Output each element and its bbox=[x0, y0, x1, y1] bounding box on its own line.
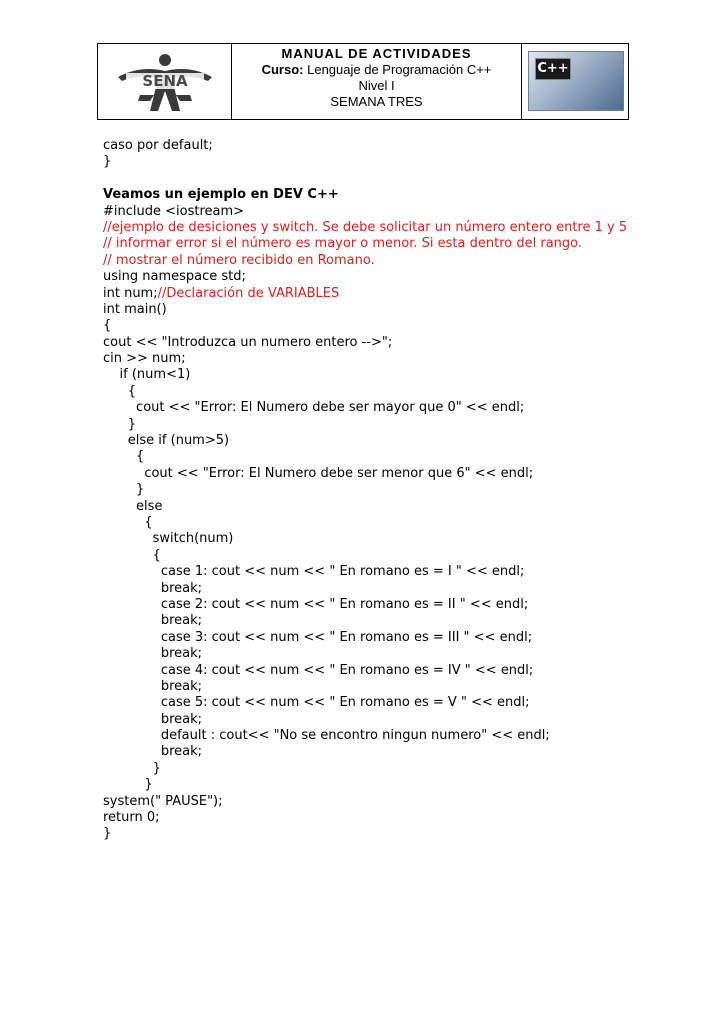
code-line bbox=[103, 515, 703, 531]
code-line-text: break; bbox=[103, 613, 203, 629]
code-listing bbox=[103, 138, 703, 843]
code-line-text: if (num<1) bbox=[103, 367, 191, 383]
code-line-text: int num; bbox=[103, 285, 158, 301]
code-line bbox=[103, 400, 703, 416]
code-line-text: #include <iostream> bbox=[103, 203, 245, 219]
code-line bbox=[103, 499, 703, 515]
code-line bbox=[103, 318, 703, 334]
code-line bbox=[103, 794, 703, 810]
code-line-text: // informar error si el número es mayor o menor. Si esta dentro del rango. bbox=[103, 236, 583, 252]
course-label: Curso: bbox=[261, 62, 304, 77]
code-line bbox=[103, 220, 703, 236]
code-line-text: case 5: cout << num << " En romano es = V " << endl; bbox=[103, 695, 530, 711]
code-line bbox=[103, 712, 703, 728]
code-line bbox=[103, 384, 703, 400]
code-line bbox=[103, 236, 703, 252]
code-line-text: } bbox=[103, 760, 161, 776]
code-line bbox=[103, 466, 703, 482]
code-line-text: //ejemplo de desiciones y switch. Se debe solicitar un número entero entre 1 y 5 bbox=[103, 219, 628, 235]
code-line-text: switch(num) bbox=[103, 531, 234, 547]
document-header bbox=[97, 43, 629, 120]
code-line-text: else bbox=[103, 498, 163, 514]
code-line-text: break; bbox=[103, 711, 203, 727]
code-line bbox=[103, 138, 703, 154]
code-line-text: case 4: cout << num << " En romano es = IV " << endl; bbox=[103, 662, 534, 678]
code-line-text: { bbox=[103, 449, 145, 465]
code-line-text: case 2: cout << num << " En romano es = II " << endl; bbox=[103, 596, 529, 612]
code-line bbox=[103, 597, 703, 613]
sena-logo bbox=[110, 51, 220, 113]
cpp-image bbox=[528, 51, 624, 111]
code-line-text: caso por default; bbox=[103, 138, 213, 153]
code-line bbox=[103, 482, 703, 498]
code-line bbox=[103, 417, 703, 433]
code-line-text: // mostrar el número recibido en Romano. bbox=[103, 252, 375, 268]
code-line bbox=[103, 695, 703, 711]
code-line bbox=[103, 335, 703, 351]
code-line-text: { bbox=[103, 547, 161, 563]
code-line bbox=[103, 187, 703, 203]
code-line bbox=[103, 581, 703, 597]
code-line-text: return 0; bbox=[103, 810, 160, 826]
code-line-text: cout << "Introduzca un numero entero -->"; bbox=[103, 334, 393, 350]
code-line-text: Veamos un ejemplo en DEV C++ bbox=[103, 187, 339, 203]
code-line-text: cin >> num; bbox=[103, 351, 186, 367]
code-line bbox=[103, 286, 703, 302]
code-line-text: } bbox=[103, 826, 112, 842]
code-line bbox=[103, 810, 703, 826]
title-cell bbox=[232, 44, 522, 119]
code-line bbox=[103, 564, 703, 580]
code-line bbox=[103, 777, 703, 793]
code-line-text: } bbox=[103, 416, 137, 432]
code-line bbox=[103, 646, 703, 662]
code-line bbox=[103, 171, 703, 187]
code-line bbox=[103, 367, 703, 383]
code-line-text: case 3: cout << num << " En romano es = III " << endl; bbox=[103, 629, 533, 645]
code-line-text: break; bbox=[103, 678, 203, 694]
code-line-text: { bbox=[103, 383, 137, 399]
code-line-text: } bbox=[103, 154, 112, 170]
code-line bbox=[103, 154, 703, 170]
code-line-text: else if (num>5) bbox=[103, 433, 230, 449]
code-line bbox=[103, 679, 703, 695]
code-line bbox=[103, 613, 703, 629]
manual-title: MANUAL DE ACTIVIDADES bbox=[281, 46, 472, 61]
course-name: Lenguaje de Programación C++ bbox=[307, 62, 492, 77]
code-line bbox=[103, 302, 703, 318]
code-line bbox=[103, 449, 703, 465]
week-text: SEMANA TRES bbox=[330, 94, 423, 109]
code-line bbox=[103, 663, 703, 679]
code-line bbox=[103, 826, 703, 842]
logo-cell bbox=[98, 44, 232, 119]
code-line-text: system(" PAUSE"); bbox=[103, 793, 223, 809]
code-line bbox=[103, 761, 703, 777]
code-line-text: break; bbox=[103, 744, 203, 760]
code-line-text: default : cout<< "No se encontro ningun numero" << endl; bbox=[103, 728, 550, 744]
code-line bbox=[103, 433, 703, 449]
code-line bbox=[103, 253, 703, 269]
course-line bbox=[232, 62, 521, 78]
sena-logo-text: SENA bbox=[142, 72, 188, 90]
code-line bbox=[103, 548, 703, 564]
code-line bbox=[103, 269, 703, 285]
code-line-text: int main() bbox=[103, 301, 167, 317]
code-line-text: } bbox=[103, 482, 145, 498]
code-line-text: } bbox=[103, 777, 153, 793]
code-line bbox=[103, 351, 703, 367]
code-line-text: break; bbox=[103, 646, 203, 662]
code-line-text: case 1: cout << num << " En romano es = I " << endl; bbox=[103, 564, 525, 580]
code-line-text: using namespace std; bbox=[103, 269, 246, 285]
code-line-text: cout << "Error: El Numero debe ser menor que 6" << endl; bbox=[103, 465, 534, 481]
cpp-image-cell bbox=[522, 44, 628, 119]
code-line bbox=[103, 531, 703, 547]
code-line bbox=[103, 728, 703, 744]
code-line-text: { bbox=[103, 514, 153, 530]
code-line bbox=[103, 744, 703, 760]
cpp-label: C++ bbox=[535, 58, 571, 80]
code-line bbox=[103, 630, 703, 646]
code-line-text: { bbox=[103, 318, 112, 334]
level-text: Nivel I bbox=[358, 78, 395, 93]
code-comment: //Declaración de VARIABLES bbox=[157, 285, 340, 301]
code-line bbox=[103, 204, 703, 220]
code-line-text: cout << "Error: El Numero debe ser mayor que 0" << endl; bbox=[103, 400, 525, 416]
code-line-text: break; bbox=[103, 580, 203, 596]
